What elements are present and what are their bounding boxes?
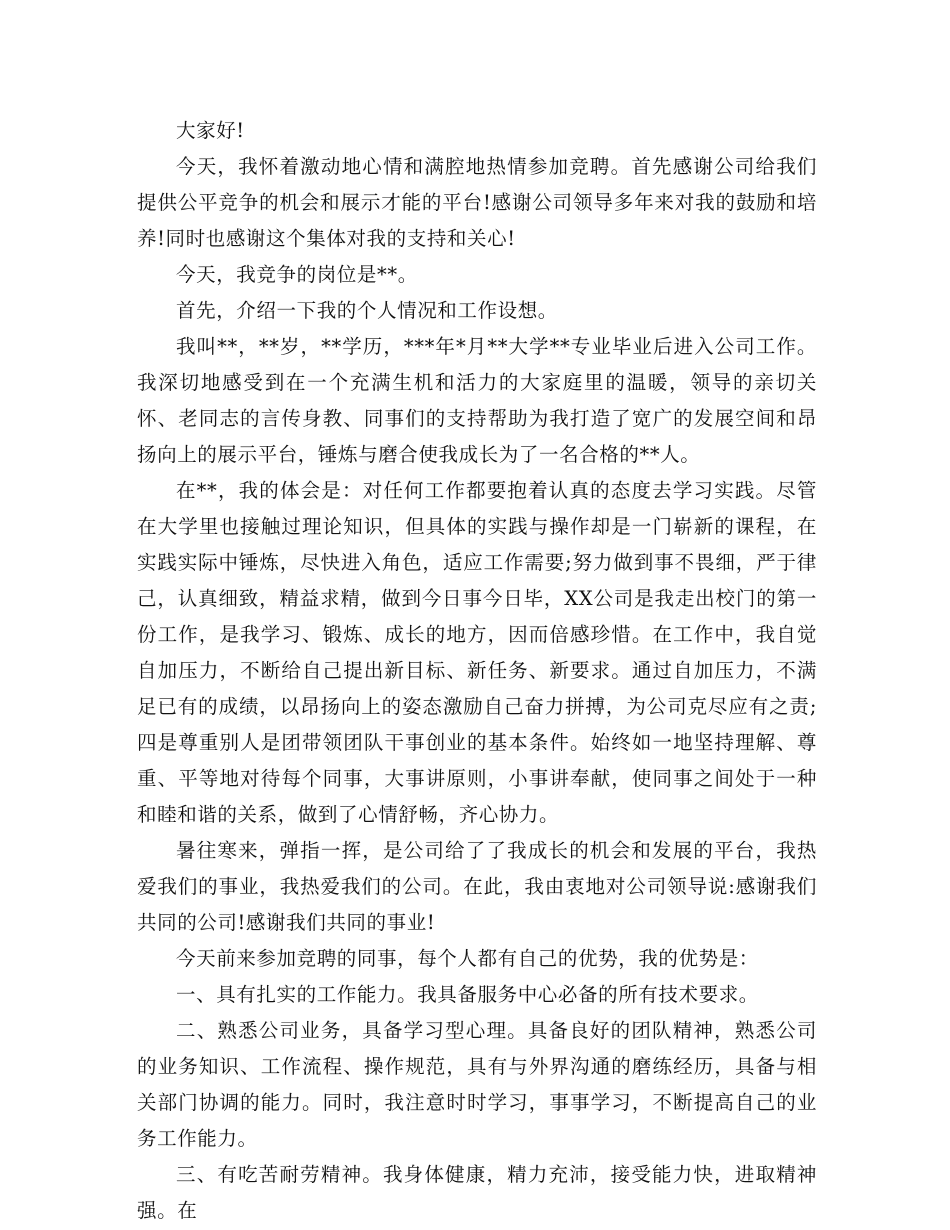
document-page [137,113,817,1229]
paragraph-advantage-3: 三、有吃苦耐劳精神。我身体健康，精力充沛，接受能力快，进取精神强。在 [137,1163,817,1222]
paragraph-advantages-intro: 今天前来参加竞聘的同事，每个人都有自己的优势，我的优势是： [176,947,759,970]
paragraph-greeting: 大家好! [176,119,245,142]
paragraph-thanks: 今天，我怀着激动地心情和满腔地热情参加竞聘。首先感谢公司给我们提供公平竞争的机会和展示才能的平台!感谢公司领导多年来对我的鼓励和培养!同时也感谢这个集体对我的支持和关心! [137,155,817,250]
paragraph-personal-info: 我叫**，**岁，**学历，***年*月**大学**专业毕业后进入公司工作。我深切地感受到在一个充满生机和活力的大家庭里的温暖，领导的亲切关怀、老同志的言传身教、同事们的支持帮助为我打造了宽广的发展空间和昂扬向上的展示平台，锤炼与磨合使我成长为了一名合格的**人。 [137,335,817,466]
paragraph-experience: 在**，我的体会是：对任何工作都要抱着认真的态度去学习实践。尽管在大学里也接触过理论知识，但具体的实践与操作却是一门崭新的课程，在实践实际中锤炼，尽快进入角色，适应工作需要;努力做到事不畏细，严于律己，认真细致，精益求精，做到今日事今日毕，XX公司是我走出校门的第一份工作，是我学习、锻炼、成长的地方，因而倍感珍惜。在工作中，我自觉自加压力，不断给自己提出新目标、新任务、新要求。通过自加压力，不满足已有的成绩，以昂扬向上的姿态激励自己奋力拼搏，为公司克尽应有之责;四是尊重别人是团带领团队干事创业的基本条件。始终如一地坚持理解、尊重、平等地对待每个同事，大事讲原则，小事讲奉献，使同事之间处于一种和睦和谐的关系，做到了心情舒畅，齐心协力。 [137,479,817,826]
paragraph-gratitude: 暑往寒来，弹指一挥，是公司给了了我成长的机会和发展的平台，我热爱我们的事业，我热爱我们的公司。在此，我由衷地对公司领导说:感谢我们共同的公司!感谢我们共同的事业! [137,839,817,934]
paragraph-position: 今天，我竞争的岗位是**。 [176,263,418,286]
paragraph-advantage-1: 一、具有扎实的工作能力。我具备服务中心必备的所有技术要求。 [176,983,759,1006]
paragraph-introduction: 首先，介绍一下我的个人情况和工作设想。 [176,299,558,322]
paragraph-advantage-2: 二、熟悉公司业务，具备学习型心理。具备良好的团队精神，熟悉公司的业务知识、工作流程、操作规范，具有与外界沟通的磨练经历，具备与相关部门协调的能力。同时，我注意时时学习，事事学习，不断提高自己的业务工作能力。 [137,1019,817,1150]
